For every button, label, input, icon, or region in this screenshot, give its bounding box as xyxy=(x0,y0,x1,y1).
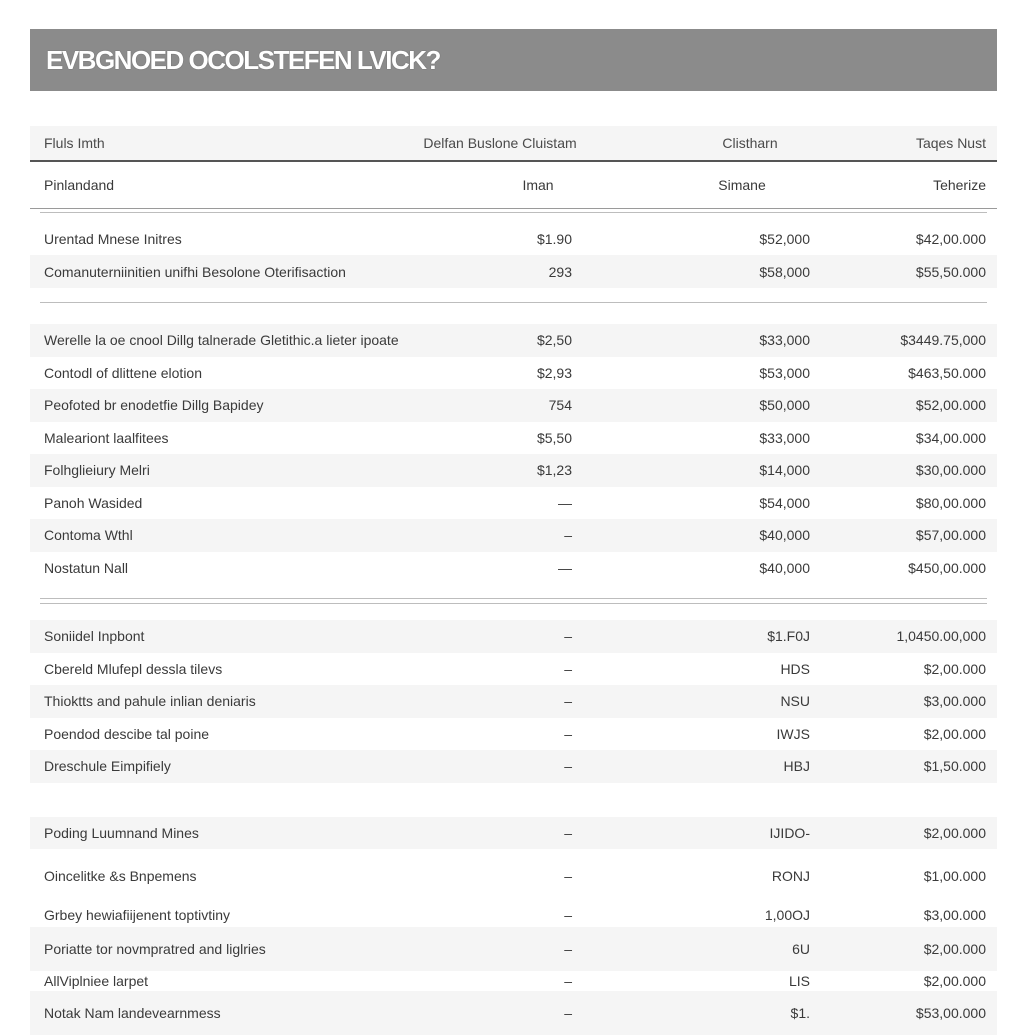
row-col-a: – xyxy=(564,1004,572,1021)
header-name: Fluls Imth xyxy=(44,135,105,151)
row-name: Notak Nam landevearnmess xyxy=(44,1004,221,1021)
row-col-c: $30,00.000 xyxy=(915,462,986,479)
row-col-b: $58,000 xyxy=(759,263,810,280)
table-row xyxy=(30,552,997,585)
section-4 xyxy=(30,817,997,1035)
row-name: Poding Luumnand Mines xyxy=(44,824,199,841)
table-row xyxy=(30,817,997,849)
title-bar xyxy=(30,29,997,91)
row-col-b: 6U xyxy=(792,940,810,957)
row-col-a: – xyxy=(564,940,572,957)
row-name: Nostatun Nall xyxy=(44,559,129,576)
row-col-b: HDS xyxy=(780,660,810,677)
row-col-c: $2,00.000 xyxy=(923,725,986,742)
table-row xyxy=(30,991,997,1035)
section-1 xyxy=(30,222,997,288)
row-col-a: $2,50 xyxy=(536,332,572,349)
row-col-b: LIS xyxy=(788,972,810,989)
row-name: Werelle la oe cnool Dillg talnerade Gletithic.a lieter ipoate xyxy=(44,332,399,349)
row-name: AllViplniee larpet xyxy=(44,972,149,989)
subheader-col-b: Simane xyxy=(718,177,766,193)
row-col-c: $1,50.000 xyxy=(923,758,986,775)
row-col-c: $463,50.000 xyxy=(908,364,986,381)
row-col-b: IWJS xyxy=(776,725,810,742)
row-col-a: – xyxy=(564,906,572,923)
table-row xyxy=(30,718,997,751)
row-col-c: $57,00.000 xyxy=(915,527,986,544)
row-col-b: $1. xyxy=(790,1004,810,1021)
row-name: Poriatte tor novmpratred and liglries xyxy=(44,940,266,957)
row-col-b: $54,000 xyxy=(759,494,810,511)
row-col-c: $55,50.000 xyxy=(915,263,986,280)
table-row xyxy=(30,454,997,487)
row-name: Cbereld Mlufepl dessla tilevs xyxy=(44,660,223,677)
row-name: Maleariont laalfitees xyxy=(44,429,169,446)
table-subheader xyxy=(30,162,997,209)
table-row xyxy=(30,620,997,653)
header-col-c: Taqes Nust xyxy=(915,135,986,151)
row-col-b: NSU xyxy=(780,693,810,710)
row-col-a: – xyxy=(564,824,572,841)
row-name: Poendod descibe tal poine xyxy=(44,725,210,742)
subheader-name: Pinlandand xyxy=(44,177,115,193)
section-3 xyxy=(30,620,997,783)
row-col-b: $40,000 xyxy=(759,527,810,544)
header-col-a: Delfan Buslone Cluistam xyxy=(423,135,577,151)
header-col-b: Clistharn xyxy=(722,135,778,151)
table-row xyxy=(30,927,997,971)
row-name: Urentad Mnese Initres xyxy=(44,230,182,247)
row-col-a: – xyxy=(564,527,572,544)
row-col-a: – xyxy=(564,628,572,645)
table-row xyxy=(30,971,997,991)
table-row xyxy=(30,653,997,686)
row-col-b: $14,000 xyxy=(759,462,810,479)
row-col-a: $1,23 xyxy=(536,462,572,479)
row-col-c: $2,00.000 xyxy=(923,972,986,989)
row-col-a: — xyxy=(558,559,572,576)
row-name: Contodl of dlittene elotion xyxy=(44,364,202,381)
row-col-b: 1,00OJ xyxy=(764,906,810,923)
row-col-a: $2,93 xyxy=(536,364,572,381)
row-col-a: — xyxy=(558,494,572,511)
row-col-b: IJIDO- xyxy=(769,824,810,841)
row-col-c: $2,00.000 xyxy=(923,824,986,841)
table-row xyxy=(30,222,997,255)
row-name: Panoh Wasided xyxy=(44,494,143,511)
row-col-b: RONJ xyxy=(771,867,810,884)
row-col-a: 754 xyxy=(548,397,572,414)
row-name: Oincelitke &s Bnpemens xyxy=(44,867,197,884)
row-name: Peofoted br enodetfie Dillg Bapidey xyxy=(44,397,264,414)
row-col-a: – xyxy=(564,660,572,677)
section-2 xyxy=(30,324,997,584)
row-col-b: $33,000 xyxy=(759,332,810,349)
table-row xyxy=(30,357,997,390)
row-col-b: $52,000 xyxy=(759,230,810,247)
row-col-c: $3,00.000 xyxy=(923,906,986,923)
subheader-col-a: Iman xyxy=(522,177,554,193)
page-title: EVBGNOED OCOLSTEFEN LVICK? xyxy=(46,44,440,75)
table-row xyxy=(30,389,997,422)
row-name: Thioktts and pahule inlian deniaris xyxy=(44,693,256,710)
row-col-b: HBJ xyxy=(783,758,810,775)
row-col-b: $33,000 xyxy=(759,429,810,446)
row-col-c: $80,00.000 xyxy=(915,494,986,511)
table-row xyxy=(30,849,997,903)
row-col-a: $1.90 xyxy=(536,230,572,247)
table-row xyxy=(30,324,997,357)
table-row xyxy=(30,685,997,718)
row-col-c: $2,00.000 xyxy=(923,940,986,957)
table-row xyxy=(30,519,997,552)
subheader-col-c: Teherize xyxy=(933,177,986,193)
table-header xyxy=(30,126,997,162)
row-col-a: – xyxy=(564,972,572,989)
row-col-a: $5,50 xyxy=(536,429,572,446)
data-table xyxy=(30,126,997,1035)
row-col-a: – xyxy=(564,758,572,775)
row-name: Grbey hewiafiijenent toptivtiny xyxy=(44,906,230,923)
row-col-c: $52,00.000 xyxy=(915,397,986,414)
table-row xyxy=(30,903,997,927)
row-col-a: – xyxy=(564,725,572,742)
row-col-c: $42,00.000 xyxy=(915,230,986,247)
row-name: Soniidel Inpbont xyxy=(44,628,145,645)
row-col-c: 1,0450.00,000 xyxy=(896,628,986,645)
row-col-a: – xyxy=(564,867,572,884)
row-col-b: $1.F0J xyxy=(767,628,810,645)
row-col-c: $2,00.000 xyxy=(923,660,986,677)
row-col-a: 293 xyxy=(548,263,572,280)
row-col-a: – xyxy=(564,693,572,710)
table-row xyxy=(30,750,997,783)
table-row xyxy=(30,487,997,520)
row-col-b: $53,000 xyxy=(759,364,810,381)
row-col-c: $53,00.000 xyxy=(915,1004,986,1021)
row-col-c: $3449.75,000 xyxy=(900,332,986,349)
row-col-c: $3,00.000 xyxy=(923,693,986,710)
row-name: Dreschule Eimpifiely xyxy=(44,758,171,775)
row-col-c: $34,00.000 xyxy=(915,429,986,446)
row-name: Comanuterniinitien unifhi Besolone Oterifisaction xyxy=(44,263,346,280)
row-name: Folhglieiury Melri xyxy=(44,462,150,479)
table-row xyxy=(30,422,997,455)
row-col-b: $50,000 xyxy=(759,397,810,414)
row-name: Contoma Wthl xyxy=(44,527,133,544)
table-row xyxy=(30,255,997,288)
row-col-c: $450,00.000 xyxy=(908,559,986,576)
row-col-b: $40,000 xyxy=(759,559,810,576)
row-col-c: $1,00.000 xyxy=(923,867,986,884)
